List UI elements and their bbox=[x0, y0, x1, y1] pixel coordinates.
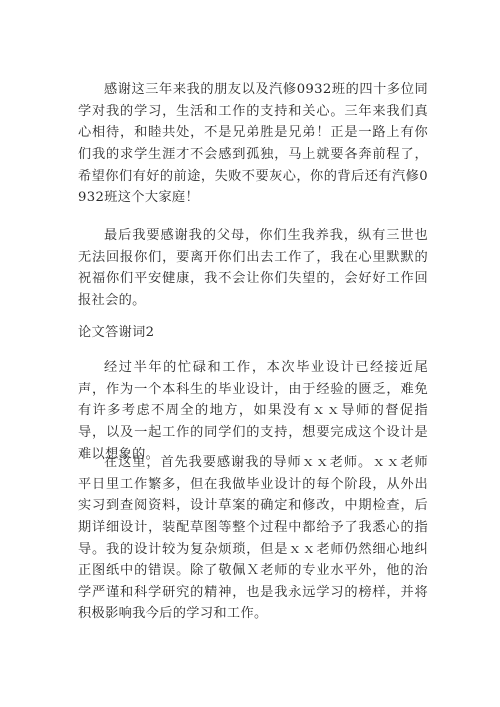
paragraph-thanks-classmates: 感谢这三年来我的朋友以及汽修0932班的四十多位同学对我的学习，生活和工作的支持和关心。三年来我们真心相待，和睦共处，不是兄弟胜是兄弟！正是一路上有你们我的求学生涯才不会感到孤独，马上就要各奔前程了，希望你们有好的前途，失败不要灰心，你的背后还有汽修0932班这个大家庭！ bbox=[78, 82, 428, 206]
paragraph-thanks-supervisor: 在这里，首先我要感谢我的导师ｘｘ老师。ｘｘ老师平日里工作繁多，但在我做毕业设计的每个阶段，从外出实习到查阅资料，设计草案的确定和修改，中期检查，后期详细设计，装配草图等整个过程中都给予了我悉心的指导。我的设计较为复杂烦琐，但是ｘｘ老师仍然细心地纠正图纸中的错误。除了敬佩Ｘ老师的专业水平外，他的治学严谨和科学研究的精神，也是我永远学习的榜样，并将积极影响我今后的学习和工作。 bbox=[78, 455, 428, 622]
section-title: 论文答谢词2 bbox=[78, 325, 155, 340]
paragraph-thanks-parents: 最后我要感谢我的父母，你们生我养我，纵有三世也无法回报你们，要离开你们出去工作了，我在心里默默的祝福你们平安健康，我不会让你们失望的，会好好工作回报社会的。 bbox=[78, 228, 428, 308]
paragraph-graduation-design: 经过半年的忙碌和工作，本次毕业设计已经接近尾声，作为一个本科生的毕业设计，由于经验的匮乏，难免有许多考虑不周全的地方，如果没有ｘｘ导师的督促指导，以及一起工作的同学们的支持，想要完成这个设计是难以想象的。 bbox=[78, 360, 428, 462]
